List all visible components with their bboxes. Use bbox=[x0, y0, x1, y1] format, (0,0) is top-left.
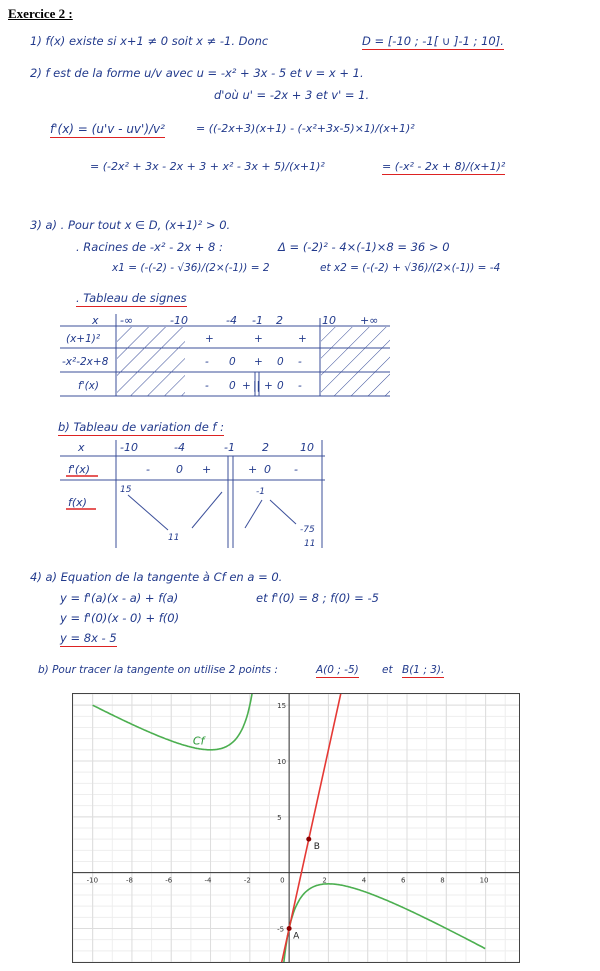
sign-header-minus10: -10 bbox=[170, 314, 188, 327]
var-f-end-numerator: -75 bbox=[300, 525, 315, 535]
var-fprime-sign2: 0 bbox=[176, 463, 183, 476]
sign-header-10: 10 bbox=[322, 314, 336, 327]
var-f-label: f(x) bbox=[68, 496, 87, 509]
q4-line5: b) Pour tracer la tangente on utilise 2 points : bbox=[38, 664, 278, 676]
x-tick-label: -8 bbox=[125, 876, 133, 885]
sign-header-2: 2 bbox=[276, 314, 283, 327]
sign-header-x: x bbox=[92, 314, 99, 327]
y-tick-label: 15 bbox=[277, 702, 287, 711]
sign-row2-label: -x²-2x+8 bbox=[62, 356, 109, 368]
y-tick-label: -5 bbox=[277, 925, 285, 934]
q4-point-b: B(1 ; 3). bbox=[402, 664, 445, 676]
var-fprime-sign1: - bbox=[146, 463, 150, 476]
q3a-delta: Δ = (-2)² - 4×(-1)×8 = 36 > 0 bbox=[278, 240, 450, 254]
var-header-minus4: -4 bbox=[174, 441, 185, 454]
sign-row2-cell3: + bbox=[254, 356, 263, 368]
var-header-minus10: -10 bbox=[120, 441, 138, 454]
sign-row2-cell4: 0 bbox=[277, 356, 284, 368]
var-fprime-label: f'(x) bbox=[68, 463, 90, 476]
point-a-label: A bbox=[293, 931, 300, 942]
var-header-10: 10 bbox=[300, 441, 314, 454]
q3a-line1: 3) a) . Pour tout x ∈ D, (x+1)² > 0. bbox=[30, 218, 231, 232]
q3a-roots-intro: . Racines de -x² - 2x + 8 : bbox=[76, 240, 223, 254]
q4-connector: et bbox=[382, 664, 393, 676]
var-header-x: x bbox=[78, 441, 85, 454]
var-fprime-sign6: - bbox=[294, 463, 298, 476]
q4-line3: y = f'(0)(x - 0) + f(0) bbox=[60, 611, 180, 625]
sign-header-minus4: -4 bbox=[226, 314, 237, 327]
q2-derivative-substitution: = ((-2x+3)(x+1) - (-x²+3x-5)×1)/(x+1)² bbox=[196, 122, 415, 135]
q4-line2b: et f'(0) = 8 ; f(0) = -5 bbox=[256, 591, 379, 605]
q4-tangent-equation: y = 8x - 5 bbox=[60, 631, 117, 645]
x-tick-label: 2 bbox=[322, 876, 327, 885]
q3a-root-x1: x1 = (-(-2) - √36)/(2×(-1)) = 2 bbox=[112, 262, 270, 274]
sign-header-minus-inf: -∞ bbox=[120, 314, 134, 327]
y-tick-label: 5 bbox=[277, 813, 282, 822]
exercise-title: Exercice 2 : bbox=[8, 6, 73, 21]
var-f-max: -1 bbox=[256, 487, 265, 497]
point-a bbox=[287, 926, 292, 931]
var-fprime-sign3: + bbox=[202, 463, 212, 476]
q2-derivative-expansion: = (-2x² + 3x - 2x + 3 + x² - 3x + 5)/(x+1)² bbox=[90, 160, 325, 173]
sign-row2-cell5: - bbox=[298, 356, 302, 368]
var-header-minus1: -1 bbox=[224, 441, 235, 454]
sign-row3-cell3: + bbox=[242, 380, 251, 392]
x-tick-label: 6 bbox=[401, 876, 406, 885]
q3a-sign-table-heading: . Tableau de signes bbox=[76, 291, 187, 305]
sign-header-plus-inf: +∞ bbox=[360, 314, 379, 327]
sign-header-minus1: -1 bbox=[252, 314, 263, 327]
q3a-root-x2: et x2 = (-(-2) + √36)/(2×(-1)) = -4 bbox=[320, 262, 501, 274]
var-f-end-denominator: 11 bbox=[304, 539, 316, 549]
x-tick-label: -2 bbox=[243, 876, 251, 885]
curve-label: Cf bbox=[192, 734, 205, 748]
q4-line1: 4) a) Equation de la tangente à Cf en a = 0. bbox=[30, 570, 283, 584]
x-tick-label: 8 bbox=[440, 876, 445, 885]
sign-row3-cell7: - bbox=[298, 380, 302, 392]
point-b bbox=[306, 837, 311, 842]
sign-row3-cell2: 0 bbox=[229, 380, 236, 392]
sign-row1-cell3: + bbox=[298, 333, 307, 345]
sign-row3-cell1: - bbox=[205, 380, 209, 392]
var-f-min: 11 bbox=[168, 533, 180, 543]
q2-derivative-result: = (-x² - 2x + 8)/(x+1)² bbox=[382, 160, 506, 173]
q4-point-a: A(0 ; -5) bbox=[316, 664, 359, 676]
function-graph bbox=[72, 693, 520, 963]
sign-row3-label: f'(x) bbox=[78, 380, 99, 392]
q3b-title: b) Tableau de variation de f : bbox=[58, 420, 225, 434]
var-fprime-sign4: + bbox=[248, 463, 258, 476]
var-fprime-sign5: 0 bbox=[264, 463, 271, 476]
point-b-label: B bbox=[313, 842, 320, 853]
sign-row1-cell1: + bbox=[205, 333, 214, 345]
sign-row1-label: (x+1)² bbox=[66, 333, 101, 345]
q2-line2: d'où u' = -2x + 3 et v' = 1. bbox=[214, 88, 370, 102]
sign-row2-cell2: 0 bbox=[229, 356, 236, 368]
y-tick-label: 10 bbox=[277, 758, 287, 766]
sign-row3-cell6: 0 bbox=[277, 380, 284, 392]
q2-derivative-formula: f'(x) = (u'v - uv')/v² bbox=[50, 122, 165, 136]
x-tick-label: 10 bbox=[479, 876, 489, 885]
sign-row1-cell2: + bbox=[254, 333, 263, 345]
q4-line2: y = f'(a)(x - a) + f(a) bbox=[60, 591, 179, 605]
var-header-2: 2 bbox=[262, 441, 269, 454]
var-f-start: 15 bbox=[120, 485, 132, 495]
sign-row2-cell1: - bbox=[205, 356, 209, 368]
q2-line1: 2) f est de la forme u/v avec u = -x² + 3x - 5 et v = x + 1. bbox=[30, 66, 364, 80]
x-tick-label: 4 bbox=[361, 876, 367, 885]
x-tick-label: -6 bbox=[165, 876, 173, 885]
x-tick-label: -10 bbox=[86, 876, 99, 885]
x-tick-label: 0 bbox=[280, 876, 285, 885]
q1-text: 1) f(x) existe si x+1 ≠ 0 soit x ≠ -1. Donc bbox=[30, 34, 269, 48]
q1-domain: D = [-10 ; -1[ ∪ ]-1 ; 10]. bbox=[362, 34, 504, 48]
x-tick-label: -4 bbox=[204, 876, 212, 885]
sign-row3-cell5: + bbox=[264, 380, 273, 392]
sign-row3-cell4: || bbox=[253, 380, 261, 392]
curve-left-branch bbox=[93, 693, 254, 750]
